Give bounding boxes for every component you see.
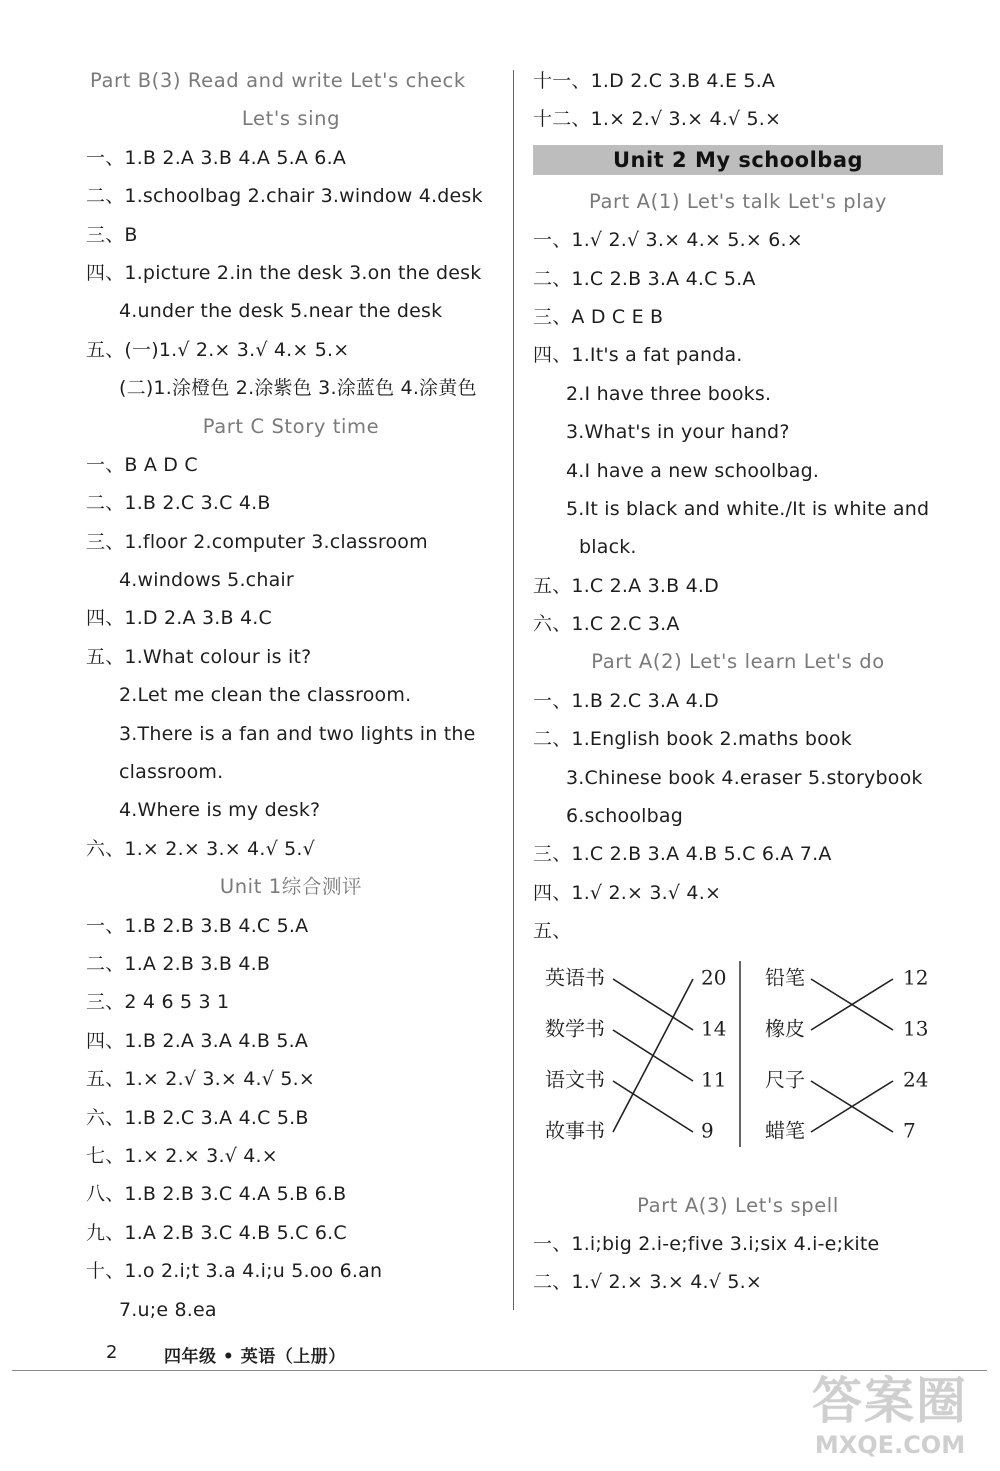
answer-line: 四、1.It's a fat panda. (533, 344, 743, 367)
answer-line: 4.windows 5.chair (119, 569, 294, 592)
section-heading: Part B(3) Read and write Let's check (90, 69, 466, 92)
answer-line: 2.Let me clean the classroom. (119, 684, 412, 707)
answer-line: 四、1.D 2.A 3.B 4.C (86, 607, 272, 630)
match-number-label: 7 (903, 1118, 916, 1143)
unit-2-banner: Unit 2 My schoolbag (533, 145, 943, 175)
answer-line: 二、1.C 2.B 3.A 4.C 5.A (533, 267, 756, 290)
answer-line: 3.What's in your hand? (566, 421, 790, 444)
book-title: 四年级 • 英语（上册） (164, 1347, 346, 1367)
match-item-label: 故事书 (545, 1118, 605, 1143)
section-heading: Part A(2) Let's learn Let's do (591, 650, 885, 674)
answer-line: 一、1.B 2.C 3.A 4.D (533, 689, 719, 712)
right-column-body (533, 183, 943, 951)
page-footer (12, 1340, 987, 1371)
answer-line: 十、1.o 2.i;t 3.a 4.i;u 5.oo 6.an (86, 1260, 383, 1283)
section-heading: Unit 1综合测评 (219, 875, 363, 899)
answer-line: 7.u;e 8.ea (119, 1298, 217, 1321)
section-heading: Let's sing (241, 107, 341, 131)
match-number-label: 24 (903, 1067, 929, 1092)
match-item-label: 尺子 (765, 1067, 805, 1092)
answer-line: 一、1.B 2.A 3.B 4.A 5.A 6.A (86, 146, 347, 169)
match-connector-line (613, 1081, 693, 1132)
right-column-bottom (533, 1187, 943, 1302)
answer-line: 3.There is a fan and two lights in the (119, 722, 476, 745)
answer-line: 一、1.i;big 2.i-e;five 3.i;six 4.i-e;kite (533, 1232, 880, 1255)
match-item-label: 铅笔 (765, 965, 805, 990)
match-number-label: 14 (701, 1016, 727, 1041)
answer-line: 二、1.A 2.B 3.B 4.B (86, 952, 271, 975)
answer-line: 2.I have three books. (566, 382, 772, 405)
watermark-logo-text: 答案圈 (812, 1372, 968, 1430)
answer-line: 二、1.B 2.C 3.C 4.B (86, 492, 271, 515)
match-number-label: 12 (903, 965, 929, 990)
answer-line: 4.under the desk 5.near the desk (119, 300, 443, 323)
match-connector-line (613, 979, 693, 1132)
match-item-label: 蜡笔 (765, 1118, 805, 1143)
answer-line: 五、1.C 2.A 3.B 4.D (533, 574, 719, 597)
section-heading: Part A(1) Let's talk Let's play (588, 189, 887, 213)
watermark-url: MXQE.COM (814, 1431, 966, 1459)
answer-line: 4.Where is my desk? (119, 799, 321, 822)
answer-line: 4.I have a new schoolbag. (566, 459, 820, 482)
watermark-logo (790, 1372, 990, 1468)
match-item-label: 橡皮 (765, 1016, 805, 1041)
answer-line: 三、B (86, 223, 138, 246)
answer-line: 十二、1.× 2.√ 3.× 4.√ 5.× (533, 108, 782, 131)
match-item-label: 数学书 (545, 1016, 605, 1041)
answer-line: 六、1.× 2.× 3.× 4.√ 5.√ (86, 837, 315, 860)
answer-line: 二、1.English book 2.maths book (533, 728, 852, 751)
answer-line: 六、1.B 2.C 3.A 4.C 5.B (86, 1106, 309, 1129)
match-item-label: 英语书 (545, 965, 605, 990)
answer-line: 五、1.× 2.√ 3.× 4.√ 5.× (86, 1068, 315, 1091)
answer-line: 二、1.√ 2.× 3.× 4.√ 5.× (533, 1271, 762, 1294)
answer-line: 七、1.× 2.× 3.√ 4.× (86, 1144, 278, 1167)
answer-line: 九、1.A 2.B 3.C 4.B 5.C 6.C (86, 1221, 347, 1244)
answer-line: 五、 (533, 920, 572, 943)
answer-line: 十一、1.D 2.C 3.B 4.E 5.A (533, 70, 776, 92)
left-column (86, 62, 496, 1329)
answer-line: classroom. (119, 761, 224, 784)
answer-line: 六、1.C 2.C 3.A (533, 613, 680, 636)
answer-line: 三、A D C E B (533, 305, 664, 328)
answer-line: 五、1.What colour is it? (86, 645, 312, 668)
match-number-label: 20 (701, 965, 727, 990)
match-number-label: 11 (701, 1067, 727, 1092)
match-number-label: 9 (701, 1118, 714, 1143)
match-number-label: 13 (903, 1016, 929, 1041)
matching-exercise (533, 959, 943, 1187)
answer-line: 一、B A D C (86, 453, 198, 476)
column-divider (513, 70, 514, 1310)
section-heading: Part A(3) Let's spell (637, 1193, 839, 1217)
match-connector-line (613, 979, 693, 1030)
answer-line: 四、1.B 2.A 3.A 4.B 5.A (86, 1029, 309, 1052)
answer-line: 一、1.B 2.B 3.B 4.C 5.A (86, 914, 309, 937)
match-item-label: 语文书 (545, 1067, 605, 1092)
answer-line: 一、1.√ 2.√ 3.× 4.× 5.× 6.× (533, 229, 803, 252)
answer-line: 三、1.floor 2.computer 3.classroom (86, 530, 428, 553)
answer-line: 二、1.schoolbag 2.chair 3.window 4.desk (86, 185, 483, 208)
page-number: 2 (106, 1342, 118, 1363)
answer-line: 四、1.√ 2.× 3.√ 4.× (533, 881, 722, 904)
answer-line: 三、1.C 2.B 3.A 4.B 5.C 6.A 7.A (533, 843, 832, 866)
answer-line: 三、2 4 6 5 3 1 (86, 991, 230, 1014)
answer-line: 八、1.B 2.B 3.C 4.A 5.B 6.B (86, 1183, 347, 1206)
answer-line: 5.It is black and white./It is white and (566, 497, 930, 520)
answer-line: black. (579, 536, 637, 559)
answer-line: 四、1.picture 2.in the desk 3.on the desk (86, 261, 482, 284)
right-column (533, 62, 943, 1302)
answer-line: 3.Chinese book 4.eraser 5.storybook (566, 766, 923, 789)
matching-lines-diagram (533, 959, 943, 1187)
answer-line: 五、(一)1.√ 2.× 3.√ 4.× 5.× (86, 338, 350, 361)
answer-line: (二)1.涂橙色 2.涂紫色 3.涂蓝色 4.涂黄色 (119, 377, 477, 400)
answer-line: 6.schoolbag (566, 805, 684, 828)
right-column-top (533, 62, 943, 139)
section-heading: Part C Story time (202, 414, 380, 438)
